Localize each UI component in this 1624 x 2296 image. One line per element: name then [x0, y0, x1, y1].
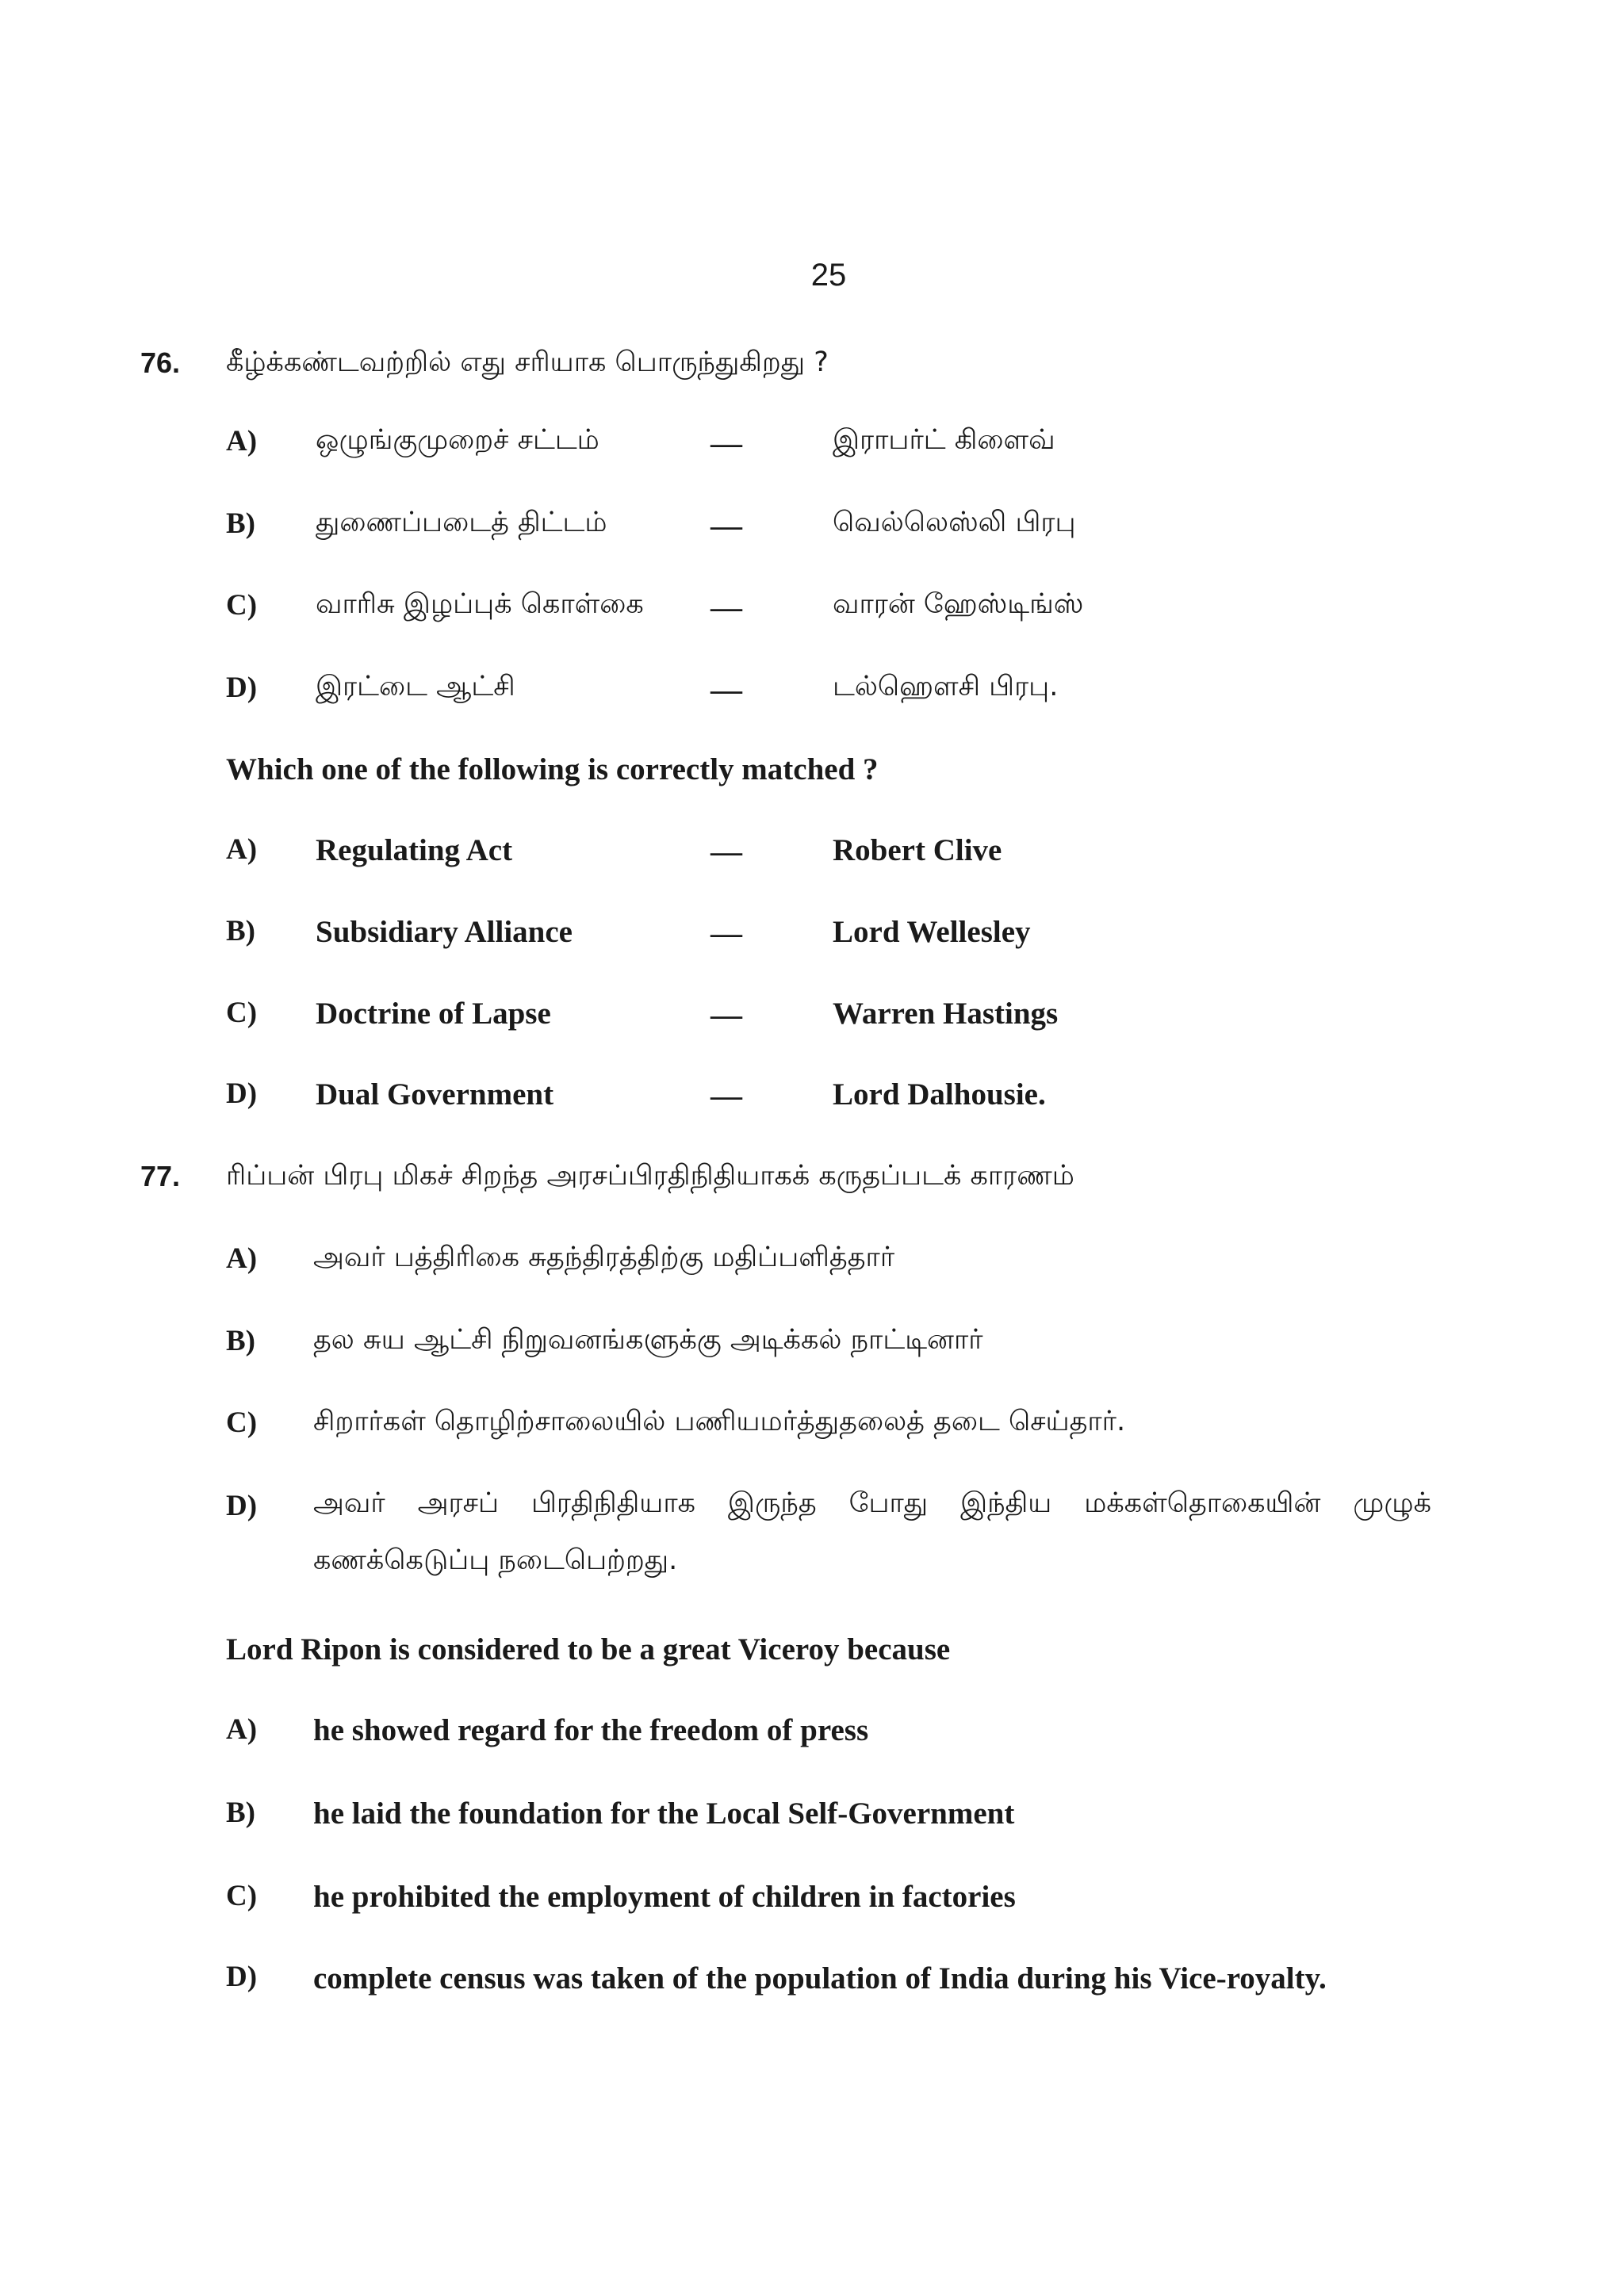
dash: — — [710, 1077, 742, 1113]
option-left-term: இரட்டை ஆட்சி — [316, 671, 515, 702]
question-77-stem-english: Lord Ripon is considered to be a great Viceroy because — [226, 1632, 951, 1667]
q76-english-option-d — [0, 1077, 1624, 1124]
option-right-term: டல்ஹௌசி பிரபு. — [833, 671, 1059, 702]
q77-tamil-option-a — [0, 1242, 1624, 1289]
option-label: B) — [226, 915, 255, 947]
dash: — — [710, 915, 742, 951]
option-right-term: வாரன் ஹேஸ்டிங்ஸ் — [833, 588, 1084, 620]
option-label: A) — [226, 833, 258, 866]
option-left-term: Dual Government — [316, 1077, 554, 1112]
q76-tamil-option-c — [0, 588, 1624, 636]
question-77-number: 77. — [140, 1160, 181, 1192]
option-left-term: Regulating Act — [316, 833, 513, 867]
option-label: C) — [226, 1880, 258, 1912]
option-label: C) — [226, 589, 258, 622]
option-label: A) — [226, 1242, 258, 1275]
option-label: A) — [226, 425, 258, 457]
option-right-term: Warren Hastings — [833, 997, 1059, 1031]
question-76-number: 76. — [140, 346, 181, 379]
option-label: B) — [226, 1797, 255, 1829]
option-text: அவர் பத்திரிகை சுதந்திரத்திற்கு மதிப்பளித்தார் — [313, 1242, 895, 1273]
page-number: 25 — [810, 258, 847, 293]
question-76-stem-tamil: கீழ்க்கண்டவற்றில் எது சரியாக பொருந்துகிறது ? — [226, 346, 829, 378]
dash: — — [710, 833, 742, 869]
option-text: தல சுய ஆட்சி நிறுவனங்களுக்கு அடிக்கல் நாட்டினார் — [313, 1324, 983, 1356]
option-left-term: வாரிசு இழப்புக் கொள்கை — [316, 588, 644, 620]
option-right-term: இராபர்ட் கிளைவ் — [833, 424, 1055, 456]
option-label: D) — [226, 1961, 258, 1993]
option-left-term: ஒழுங்குமுறைச் சட்டம் — [316, 424, 599, 456]
dash: — — [710, 507, 742, 543]
option-label: A) — [226, 1713, 258, 1746]
option-text: he showed regard for the freedom of press — [313, 1713, 869, 1747]
option-right-term: Lord Dalhousie. — [833, 1077, 1046, 1112]
option-text: he prohibited the employment of children in factories — [313, 1880, 1016, 1914]
q76-english-option-c — [0, 996, 1624, 1043]
q77-tamil-option-b — [0, 1324, 1624, 1372]
dash: — — [710, 997, 742, 1032]
option-text: he laid the foundation for the Local Self-Government — [313, 1797, 1015, 1831]
q77-english-option-b — [0, 1796, 1624, 1843]
option-label: B) — [226, 507, 255, 540]
option-text: complete census was taken of the population of India during his Vice-royalty. — [313, 1961, 1327, 1996]
option-label: D) — [226, 672, 258, 704]
q77-tamil-option-c — [0, 1406, 1624, 1453]
q76-tamil-option-d — [0, 671, 1624, 718]
q76-english-option-a — [0, 832, 1624, 880]
option-left-term: துணைப்படைத் திட்டம் — [316, 507, 607, 538]
option-label: C) — [226, 997, 258, 1029]
option-text: அவர் அரசப் பிரதிநிதியாக இருந்த போது இந்திய மக்கள்தொகையின் முழுக் கணக்கெடுப்பு நடைபெற்றது. — [313, 1487, 1431, 1576]
option-label: C) — [226, 1406, 258, 1439]
q77-tamil-option-d — [0, 1487, 1624, 1576]
option-right-term: வெல்லெஸ்லி பிரபு — [833, 507, 1076, 538]
option-right-term: Lord Wellesley — [833, 915, 1031, 949]
option-label: D) — [226, 1490, 258, 1522]
q76-tamil-option-b — [0, 507, 1624, 554]
dash: — — [710, 589, 742, 625]
q77-english-option-a — [0, 1712, 1624, 1760]
question-76-stem-english: Which one of the following is correctly matched ? — [226, 752, 879, 786]
option-label: B) — [226, 1325, 255, 1357]
option-left-term: Doctrine of Lapse — [316, 997, 551, 1031]
option-right-term: Robert Clive — [833, 833, 1002, 867]
option-left-term: Subsidiary Alliance — [316, 915, 573, 949]
dash: — — [710, 672, 742, 707]
q76-english-option-b — [0, 914, 1624, 962]
q77-english-option-d — [0, 1960, 1624, 2007]
option-label: D) — [226, 1077, 258, 1110]
q77-english-option-c — [0, 1879, 1624, 1927]
option-text: சிறார்கள் தொழிற்சாலையில் பணியமர்த்துதலைத் தடை செய்தார். — [313, 1406, 1126, 1437]
question-77-stem-tamil: ரிப்பன் பிரபு மிகச் சிறந்த அரசப்பிரதிநிதியாகக் கருதப்படக் காரணம் — [226, 1160, 1074, 1192]
dash: — — [710, 425, 742, 461]
q76-tamil-option-a — [0, 424, 1624, 472]
